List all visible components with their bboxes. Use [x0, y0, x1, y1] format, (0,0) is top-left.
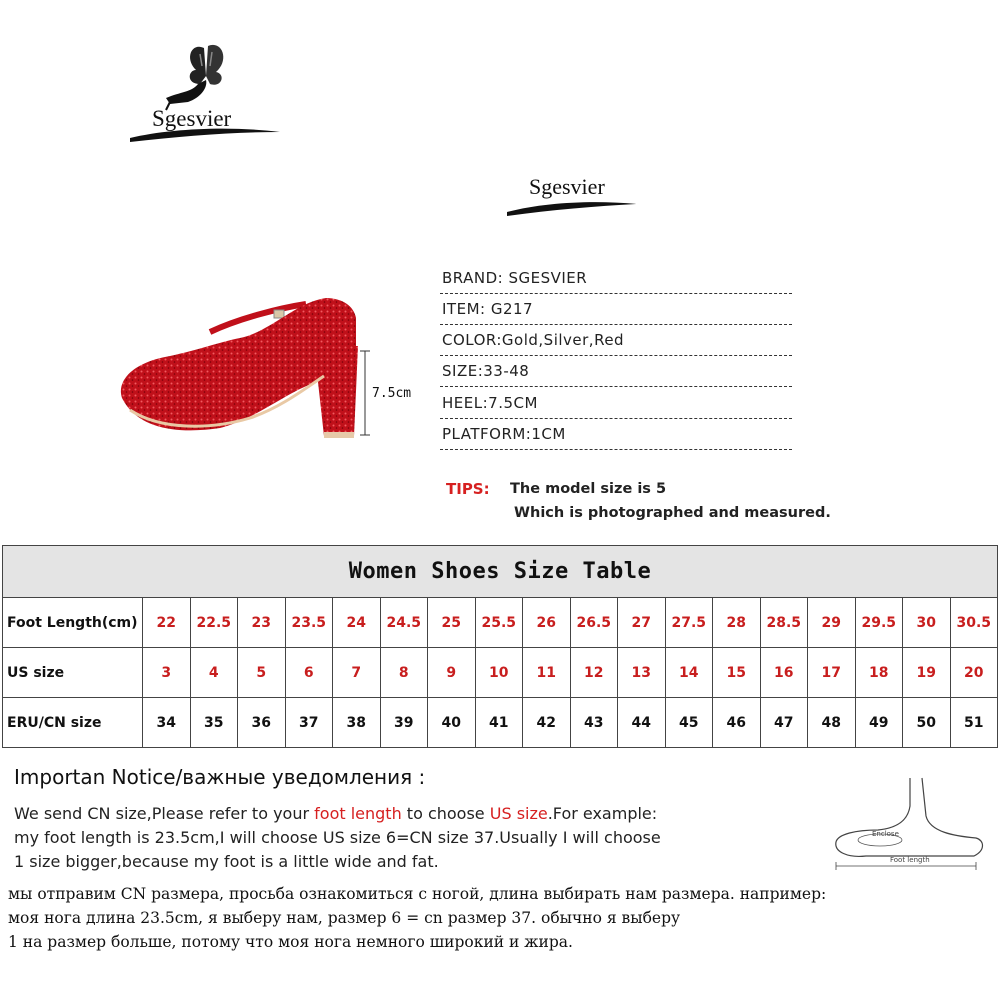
- tips-label: TIPS:: [446, 480, 490, 498]
- brand-logo-top-text: Sgesvier: [152, 106, 232, 131]
- notice-en-line-1: [14, 804, 657, 823]
- notice-en-line-2: my foot length is 23.5cm,I will choose US size 6=CN size 37.Usually I will choose: [14, 828, 661, 847]
- spec-size-text: SIZE:33-48: [442, 362, 530, 380]
- table-row-foot-length: [3, 598, 998, 648]
- table-cell: 29: [808, 598, 856, 648]
- table-cell: 44: [618, 698, 666, 748]
- table-cell: 19: [903, 648, 951, 698]
- spec-item-text: ITEM: G217: [442, 300, 534, 318]
- tips-block: [446, 480, 866, 530]
- table-cell: 22: [143, 598, 191, 648]
- spec-platform-text: PLATFORM:1CM: [442, 425, 566, 443]
- table-cell: 7: [333, 648, 381, 698]
- table-cell: 16: [760, 648, 808, 698]
- table-cell: 50: [903, 698, 951, 748]
- heel-height-indicator: [358, 350, 418, 436]
- table-cell: 37: [285, 698, 333, 748]
- table-cell: 45: [665, 698, 713, 748]
- size-table-title: Women Shoes Size Table: [3, 546, 998, 598]
- spec-brand-text: BRAND: SGESVIER: [442, 269, 588, 287]
- table-cell: 30.5: [950, 598, 998, 648]
- notice-ru-line-2: моя нога длина 23.5cm, я выберу нам, размер 6 = cn размер 37. обычно я выберу: [8, 909, 681, 927]
- spec-color: [440, 328, 792, 359]
- row-header: ERU/CN size: [3, 698, 143, 748]
- notice-title: Importan Notice/важные уведомления :: [14, 765, 426, 789]
- table-cell: 10: [475, 648, 523, 698]
- notice-text: We send CN size,Please refer to your: [14, 804, 315, 823]
- table-cell: 47: [760, 698, 808, 748]
- spec-divider: [440, 293, 792, 294]
- red-pump-icon: [110, 280, 370, 450]
- heel-height-label: 7.5cm: [372, 386, 412, 401]
- table-cell: 43: [570, 698, 618, 748]
- table-cell: 5: [238, 648, 286, 698]
- table-cell: 14: [665, 648, 713, 698]
- measure-bracket-icon: [358, 350, 372, 436]
- tips-line-1: The model size is 5: [510, 481, 667, 497]
- table-cell: 27: [618, 598, 666, 648]
- table-cell: 11: [523, 648, 571, 698]
- product-shoe-image: [110, 280, 370, 450]
- notice-text: .For example:: [547, 804, 658, 823]
- foot-diagram-length-label: Foot length: [890, 856, 930, 864]
- notice-highlight-us-size: US size: [489, 804, 548, 823]
- table-cell: 9: [428, 648, 476, 698]
- table-cell: 48: [808, 698, 856, 748]
- table-cell: 40: [428, 698, 476, 748]
- spec-divider: [440, 386, 792, 387]
- table-cell: 25: [428, 598, 476, 648]
- spec-heel-text: HEEL:7.5CM: [442, 394, 538, 412]
- spec-divider: [440, 449, 792, 450]
- table-cell: 17: [808, 648, 856, 698]
- brand-logo-mid: [505, 172, 640, 220]
- table-cell: 39: [380, 698, 428, 748]
- notice-en-line-3: 1 size bigger,because my foot is a little wide and fat.: [14, 852, 439, 871]
- table-cell: 23.5: [285, 598, 333, 648]
- spec-divider: [440, 355, 792, 356]
- spec-platform: [440, 422, 792, 453]
- table-cell: 28: [713, 598, 761, 648]
- spec-item: [440, 297, 792, 328]
- table-cell: 4: [190, 648, 238, 698]
- table-cell: 24: [333, 598, 381, 648]
- spec-heel: [440, 391, 792, 422]
- table-cell: 42: [523, 698, 571, 748]
- butterfly-heel-icon: [122, 40, 282, 160]
- table-cell: 26.5: [570, 598, 618, 648]
- table-cell: 30: [903, 598, 951, 648]
- notice-highlight-foot-length: foot length: [314, 804, 402, 823]
- spec-divider: [440, 324, 792, 325]
- table-row-eu-cn-size: [3, 698, 998, 748]
- table-cell: 29.5: [855, 598, 903, 648]
- table-cell: 15: [713, 648, 761, 698]
- table-cell: 6: [285, 648, 333, 698]
- table-cell: 23: [238, 598, 286, 648]
- table-cell: 25.5: [475, 598, 523, 648]
- table-cell: 18: [855, 648, 903, 698]
- table-cell: 35: [190, 698, 238, 748]
- table-cell: 8: [380, 648, 428, 698]
- notice-text: to choose: [401, 804, 490, 823]
- table-cell: 41: [475, 698, 523, 748]
- table-cell: 36: [238, 698, 286, 748]
- table-cell: 22.5: [190, 598, 238, 648]
- size-table-title-row: [3, 546, 998, 598]
- table-cell: 46: [713, 698, 761, 748]
- brand-logo-top: [122, 40, 282, 160]
- tips-line-2: Which is photographed and measured.: [514, 505, 831, 521]
- row-header: Foot Length(cm): [3, 598, 143, 648]
- table-cell: 51: [950, 698, 998, 748]
- table-cell: 38: [333, 698, 381, 748]
- spec-divider: [440, 418, 792, 419]
- table-cell: 12: [570, 648, 618, 698]
- table-cell: 20: [950, 648, 998, 698]
- logo-swoosh-icon: [505, 172, 640, 220]
- table-cell: 13: [618, 648, 666, 698]
- spec-brand: [440, 266, 792, 297]
- foot-diagram: [826, 776, 988, 876]
- table-cell: 27.5: [665, 598, 713, 648]
- brand-logo-mid-text: Sgesvier: [529, 174, 605, 199]
- spec-size: [440, 359, 792, 390]
- table-cell: 34: [143, 698, 191, 748]
- table-cell: 26: [523, 598, 571, 648]
- notice-ru-line-3: 1 на размер больше, потому что моя нога немного широкий и жира.: [8, 933, 573, 951]
- table-cell: 24.5: [380, 598, 428, 648]
- foot-diagram-enclose-label: Enclose: [872, 830, 899, 838]
- size-table: [2, 545, 998, 748]
- notice-ru-line-1: мы отправим CN размера, просьба ознакомиться с ногой, длина выбирать нам размера. например:: [8, 885, 827, 903]
- table-row-us-size: [3, 648, 998, 698]
- table-cell: 3: [143, 648, 191, 698]
- spec-color-text: COLOR:Gold,Silver,Red: [442, 331, 625, 349]
- row-header: US size: [3, 648, 143, 698]
- table-cell: 49: [855, 698, 903, 748]
- table-cell: 28.5: [760, 598, 808, 648]
